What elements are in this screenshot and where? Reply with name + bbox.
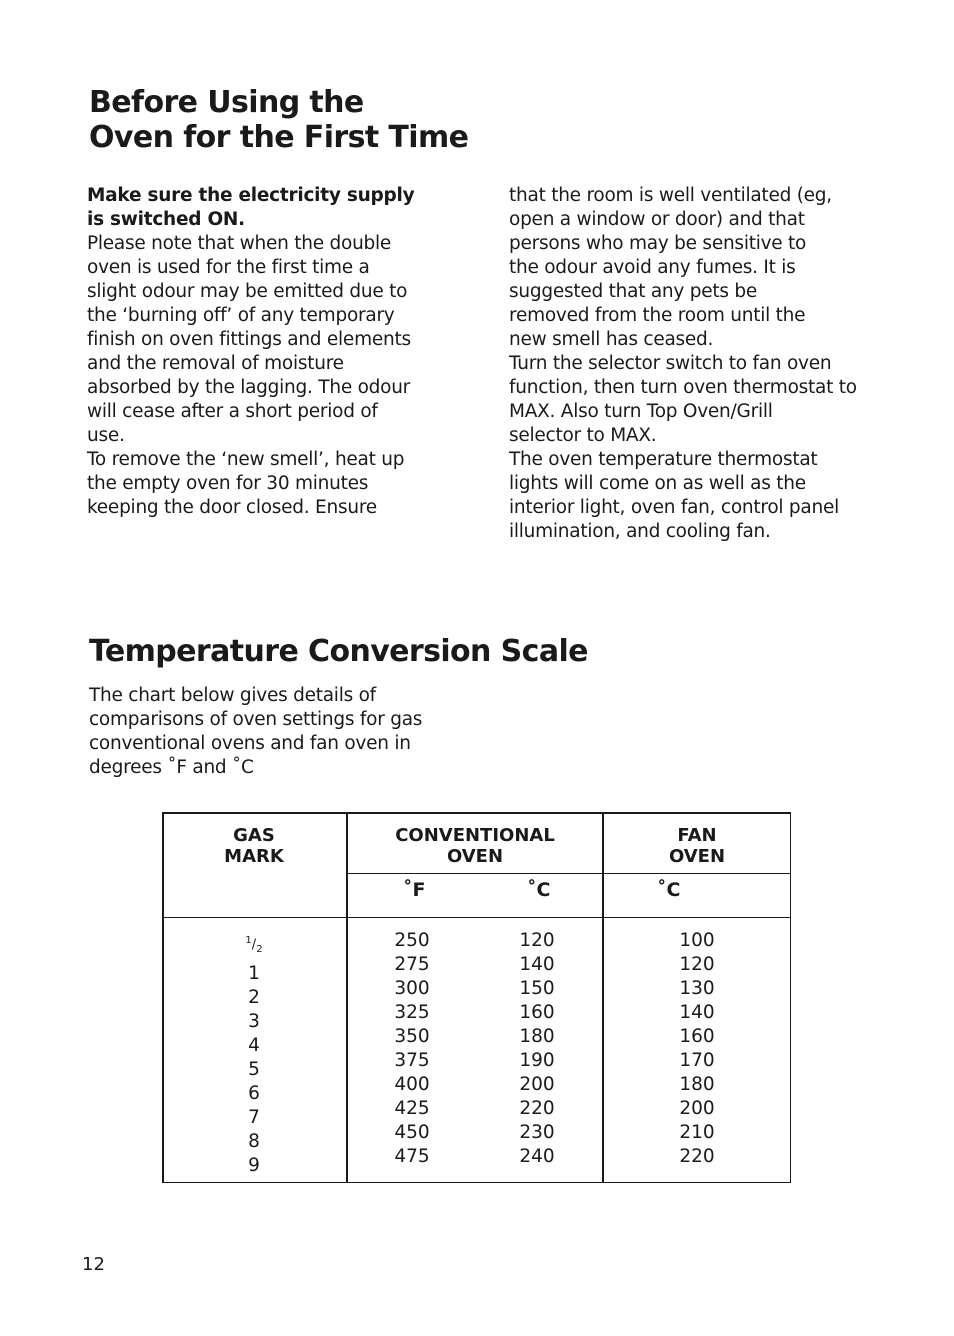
gas-mark-half: $^1/_2$ xyxy=(245,935,263,955)
table-cell: 9 xyxy=(248,1154,260,1176)
text-line: and the removal of moisture xyxy=(87,353,344,374)
header-text: FAN xyxy=(677,825,717,846)
title-line: Oven for the First Time xyxy=(89,120,469,155)
text-line: finish on oven fittings and elements xyxy=(87,329,411,350)
text-line: keeping the door closed. Ensure xyxy=(87,497,377,518)
text-line: slight odour may be emitted due to xyxy=(87,281,408,302)
text-line: open a window or door) and that xyxy=(509,209,805,230)
text-line: removed from the room until the xyxy=(509,305,806,326)
table-cell: 220 xyxy=(679,1146,715,1167)
table-subheader-rule xyxy=(347,873,791,874)
text-line: The chart below gives details of xyxy=(89,685,376,706)
table-cell: 400 xyxy=(394,1074,430,1095)
header-fan-oven xyxy=(603,825,791,867)
header-text: MARK xyxy=(224,846,284,867)
text-line: selector to MAX. xyxy=(509,425,657,446)
table-cell: 4 xyxy=(248,1034,260,1056)
header-text: OVEN xyxy=(668,846,726,867)
table-border-bottom xyxy=(162,1182,791,1184)
text-line: will cease after a short period of xyxy=(87,401,378,422)
instructions-right-column xyxy=(509,184,857,544)
instructions-left-column xyxy=(87,184,414,520)
table-cell: 200 xyxy=(679,1098,715,1119)
table-cell: 2 xyxy=(248,986,260,1008)
title-line: Temperature Conversion Scale xyxy=(89,634,588,669)
table-header-rule xyxy=(162,917,791,919)
text-line: absorbed by the lagging. The odour xyxy=(87,377,411,398)
header-text: OVEN xyxy=(446,846,504,867)
title-line: Before Using the xyxy=(89,85,364,120)
column-fan-c xyxy=(667,929,727,1169)
table-cell: 100 xyxy=(679,930,715,951)
text-line: function, then turn oven thermostat to xyxy=(509,377,857,398)
text-line: new smell has ceased. xyxy=(509,329,714,350)
text-line: the ‘burning off’ of any temporary xyxy=(87,305,395,326)
table-cell: 350 xyxy=(394,1026,430,1047)
section-title-before-using xyxy=(89,85,468,155)
text-line: comparisons of oven settings for gas xyxy=(89,709,423,730)
table-cell: 475 xyxy=(394,1146,430,1167)
table-cell: 5 xyxy=(248,1058,260,1080)
text-line: To remove the ‘new smell’, heat up xyxy=(87,449,405,470)
table-divider-2 xyxy=(602,812,604,1183)
text-line: use. xyxy=(87,425,125,446)
table-cell: 230 xyxy=(519,1122,555,1143)
subheader-conventional-c: ˚C xyxy=(527,879,551,901)
text-line: illumination, and cooling fan. xyxy=(509,521,771,542)
table-cell: 300 xyxy=(394,978,430,999)
table-cell: 150 xyxy=(519,978,555,999)
table-cell: 8 xyxy=(248,1130,260,1152)
fraction-numerator: 1 xyxy=(245,935,252,946)
temperature-intro-paragraph xyxy=(89,684,422,780)
table-cell: 3 xyxy=(248,1010,260,1032)
text-line: the empty oven for 30 minutes xyxy=(87,473,369,494)
table-border-top xyxy=(162,812,791,814)
column-conventional-c xyxy=(507,929,567,1169)
section-title-temperature-scale xyxy=(89,634,588,669)
text-line: conventional ovens and fan oven in xyxy=(89,733,411,754)
subheader-conventional-f: ˚F xyxy=(403,879,426,901)
table-cell: 375 xyxy=(394,1050,430,1071)
table-border-left xyxy=(162,812,164,1183)
header-gas-mark xyxy=(162,825,346,867)
text-line: suggested that any pets be xyxy=(509,281,757,302)
text-line: persons who may be sensitive to xyxy=(509,233,807,254)
table-cell: 220 xyxy=(519,1098,555,1119)
fraction-denominator: 2 xyxy=(256,943,263,955)
table-border-right xyxy=(790,812,792,1183)
table-cell: 250 xyxy=(394,930,430,951)
text-line: Turn the selector switch to fan oven xyxy=(509,353,832,374)
table-cell: 450 xyxy=(394,1122,430,1143)
page-number: 12 xyxy=(82,1254,105,1275)
header-conventional-oven xyxy=(347,825,603,867)
table-cell: 325 xyxy=(394,1002,430,1023)
table-cell: 425 xyxy=(394,1098,430,1119)
text-line: the odour avoid any fumes. It is xyxy=(509,257,796,278)
table-cell: 200 xyxy=(519,1074,555,1095)
table-cell: 160 xyxy=(519,1002,555,1023)
table-cell: 7 xyxy=(248,1106,260,1128)
table-cell: 140 xyxy=(679,1002,715,1023)
table-cell: 240 xyxy=(519,1146,555,1167)
table-cell: 140 xyxy=(519,954,555,975)
table-cell: 130 xyxy=(679,978,715,999)
table-cell: 190 xyxy=(519,1050,555,1071)
text-line: Make sure the electricity supply xyxy=(87,185,415,206)
text-line: interior light, oven fan, control panel xyxy=(509,497,839,518)
text-line: Please note that when the double xyxy=(87,233,392,254)
text-line: degrees ˚F and ˚C xyxy=(89,757,254,778)
table-cell: 160 xyxy=(679,1026,715,1047)
subheader-fan-c: ˚C xyxy=(657,879,681,901)
table-cell: 6 xyxy=(248,1082,260,1104)
table-cell: 210 xyxy=(679,1122,715,1143)
text-line: that the room is well ventilated (eg, xyxy=(509,185,832,206)
header-text: CONVENTIONAL xyxy=(395,825,555,846)
table-cell: 120 xyxy=(519,930,555,951)
text-line: is switched ON. xyxy=(87,209,245,230)
table-cell: 275 xyxy=(394,954,430,975)
text-line: The oven temperature thermostat xyxy=(509,449,818,470)
column-gas-mark xyxy=(224,929,284,1178)
table-cell: 180 xyxy=(679,1074,715,1095)
text-line: oven is used for the first time a xyxy=(87,257,370,278)
table-cell: 120 xyxy=(679,954,715,975)
column-conventional-f xyxy=(382,929,442,1169)
table-cell: 1 xyxy=(248,962,260,984)
text-line: lights will come on as well as the xyxy=(509,473,806,494)
header-text: GAS xyxy=(233,825,275,846)
table-divider-1 xyxy=(346,812,348,1183)
table-cell: 180 xyxy=(519,1026,555,1047)
text-line: MAX. Also turn Top Oven/Grill xyxy=(509,401,773,422)
table-cell: 170 xyxy=(679,1050,715,1071)
